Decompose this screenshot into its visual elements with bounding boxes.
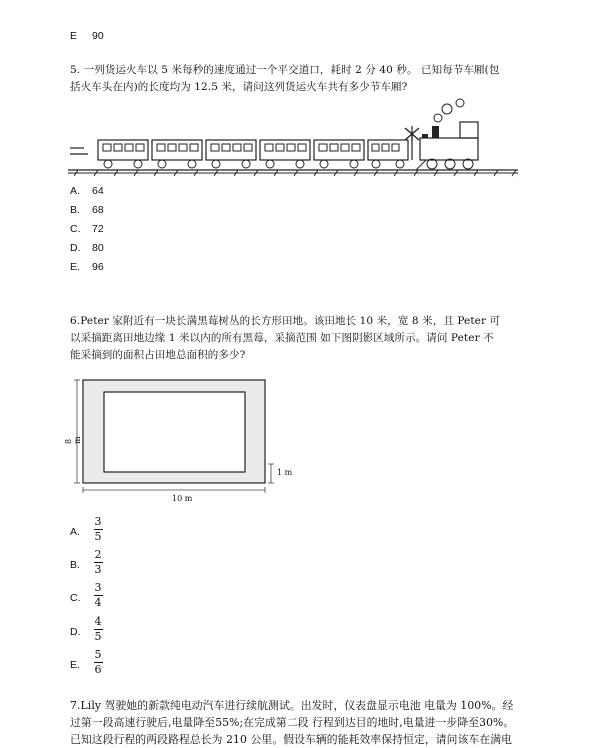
train-car xyxy=(260,140,310,168)
field-diagram xyxy=(66,378,306,508)
option-value: 64 xyxy=(92,185,104,197)
question-6-text xyxy=(70,313,595,364)
fraction-denominator: 5 xyxy=(94,530,102,543)
q6-option-e[interactable] xyxy=(70,659,92,671)
q6-option-c[interactable] xyxy=(70,592,92,604)
q5-option-a[interactable] xyxy=(70,185,104,197)
option-letter: A. xyxy=(70,526,80,538)
question-7-line-2: 过第一段高速行驶后,电量降至55%;在完成第二段 行程到达目的地时,电量进一步降至30%。 xyxy=(70,716,515,729)
q6-option-d-fraction xyxy=(93,616,103,643)
q5-option-c[interactable] xyxy=(70,223,104,235)
option-letter: D. xyxy=(70,242,81,254)
fraction-denominator: 3 xyxy=(94,563,102,576)
question-7-line-1: 7.Lily 驾驶她的新款纯电动汽车进行续航测试。出发时，仪表盘显示电池 电量为 100%。经 xyxy=(70,699,514,712)
train-illustration xyxy=(68,98,523,180)
option-value: 68 xyxy=(92,204,104,216)
train-car xyxy=(98,140,148,168)
option-letter: C. xyxy=(70,592,81,604)
fraction-numerator: 3 xyxy=(94,581,102,594)
option-letter: E. xyxy=(70,261,80,273)
q6-option-c-fraction xyxy=(93,582,103,609)
railroad-crossing-sign xyxy=(405,126,419,160)
train-car xyxy=(314,140,364,168)
fraction-numerator: 3 xyxy=(94,515,102,528)
option-letter: B. xyxy=(70,559,80,571)
q6-option-b[interactable] xyxy=(70,559,92,571)
question-7-text xyxy=(70,697,598,748)
top-option-e[interactable] xyxy=(70,30,104,42)
option-value: 90 xyxy=(92,30,104,42)
question-6-line-1: 6.Peter 家附近有一块长满黑莓树丛的长方形田地。该田地长 10 米，宽 8 米，且 Peter 可 xyxy=(70,315,501,327)
option-letter: A. xyxy=(70,185,80,197)
q6-option-d[interactable] xyxy=(70,626,92,638)
fraction-denominator: 4 xyxy=(94,596,102,609)
train-car xyxy=(368,140,408,168)
train-car xyxy=(152,140,202,168)
fraction-numerator: 5 xyxy=(94,648,102,661)
option-letter: E. xyxy=(70,659,80,671)
q5-option-d[interactable] xyxy=(70,242,104,254)
field-width-label: 10 m xyxy=(172,494,193,503)
q5-option-b[interactable] xyxy=(70,204,104,216)
question-6-line-3: 能采摘到的面积占田地总面积的多少? xyxy=(70,349,246,361)
train-car xyxy=(206,140,256,168)
question-5-line-2: 括火车头在内)的长度均为 12.5 米，请问这列货运火车共有多少节车厢? xyxy=(70,81,408,93)
fraction-denominator: 6 xyxy=(94,663,102,676)
option-letter: E xyxy=(70,30,78,42)
option-value: 72 xyxy=(92,223,104,235)
option-letter: C. xyxy=(70,223,81,235)
question-5-text xyxy=(70,62,590,96)
option-value: 80 xyxy=(92,242,104,254)
field-inner-area xyxy=(104,392,245,472)
locomotive xyxy=(416,99,478,170)
fraction-numerator: 2 xyxy=(94,548,102,561)
option-letter: B. xyxy=(70,204,80,216)
question-6-line-2: 以采摘距离田地边缘 1 米以内的所有黑莓，采摘范围 如下图阴影区域所示。请问 Peter 不 xyxy=(70,332,494,344)
fraction-denominator: 5 xyxy=(94,630,102,643)
option-letter: D. xyxy=(70,626,81,638)
fraction-numerator: 4 xyxy=(94,615,102,628)
q6-option-a[interactable] xyxy=(70,526,92,538)
question-5-line-1: 5. 一列货运火车以 5 米每秒的速度通过一个平交道口，耗时 2 分 40 秒。 已知每节车厢(包 xyxy=(70,64,500,76)
option-value: 96 xyxy=(92,261,104,273)
field-height-label: 8 m xyxy=(64,436,82,444)
q6-option-b-fraction xyxy=(93,549,103,576)
question-7-line-3: 已知这段行程的两段路程总长为 210 公里。假设车辆的能耗效率保持恒定，请问该车在满电 xyxy=(70,733,513,746)
q5-option-e[interactable] xyxy=(70,261,104,273)
field-border-label: 1 m xyxy=(277,468,293,477)
q6-option-a-fraction xyxy=(93,516,103,543)
q6-option-e-fraction xyxy=(93,649,103,676)
